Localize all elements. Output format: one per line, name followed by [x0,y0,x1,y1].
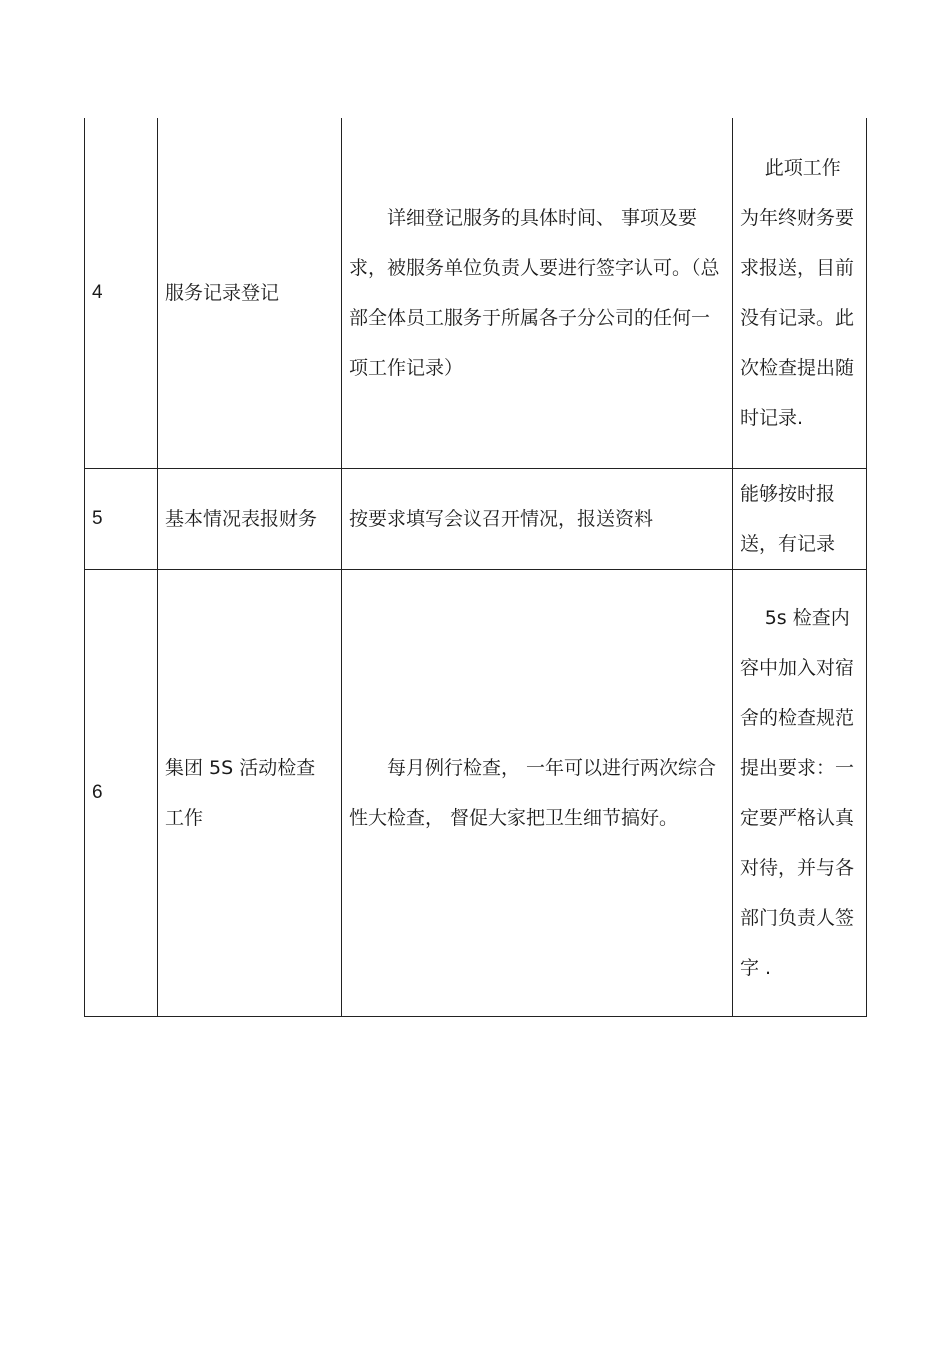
work-content: 详细登记服务的具体时间、 事项及要求，被服务单位负责人要进行签字认可。（总部全体员工服务于所属各子分公司的任何一项工作记录） [342,118,733,468]
work-check-table [84,118,867,1017]
check-remark: 5s 检查内容中加入对宿舍的检查规范提出要求：一定要严格认真对待，并与各部门负责人签字 . [733,569,867,1016]
work-content: 按要求填写会议召开情况，报送资料 [342,468,733,569]
table-row [85,118,867,468]
table-row [85,468,867,569]
table-row [85,569,867,1016]
row-number: 5 [85,468,158,569]
work-item: 服务记录登记 [158,118,342,468]
work-content: 每月例行检查， 一年可以进行两次综合性大检查， 督促大家把卫生细节搞好。 [342,569,733,1016]
row-number: 6 [85,569,158,1016]
work-item: 集团 5S 活动检查工作 [158,569,342,1016]
row-number: 4 [85,118,158,468]
check-remark: 此项工作为年终财务要求报送，目前没有记录。此次检查提出随时记录. [733,118,867,468]
check-remark: 能够按时报送，有记录 [733,468,867,569]
work-item: 基本情况表报财务 [158,468,342,569]
